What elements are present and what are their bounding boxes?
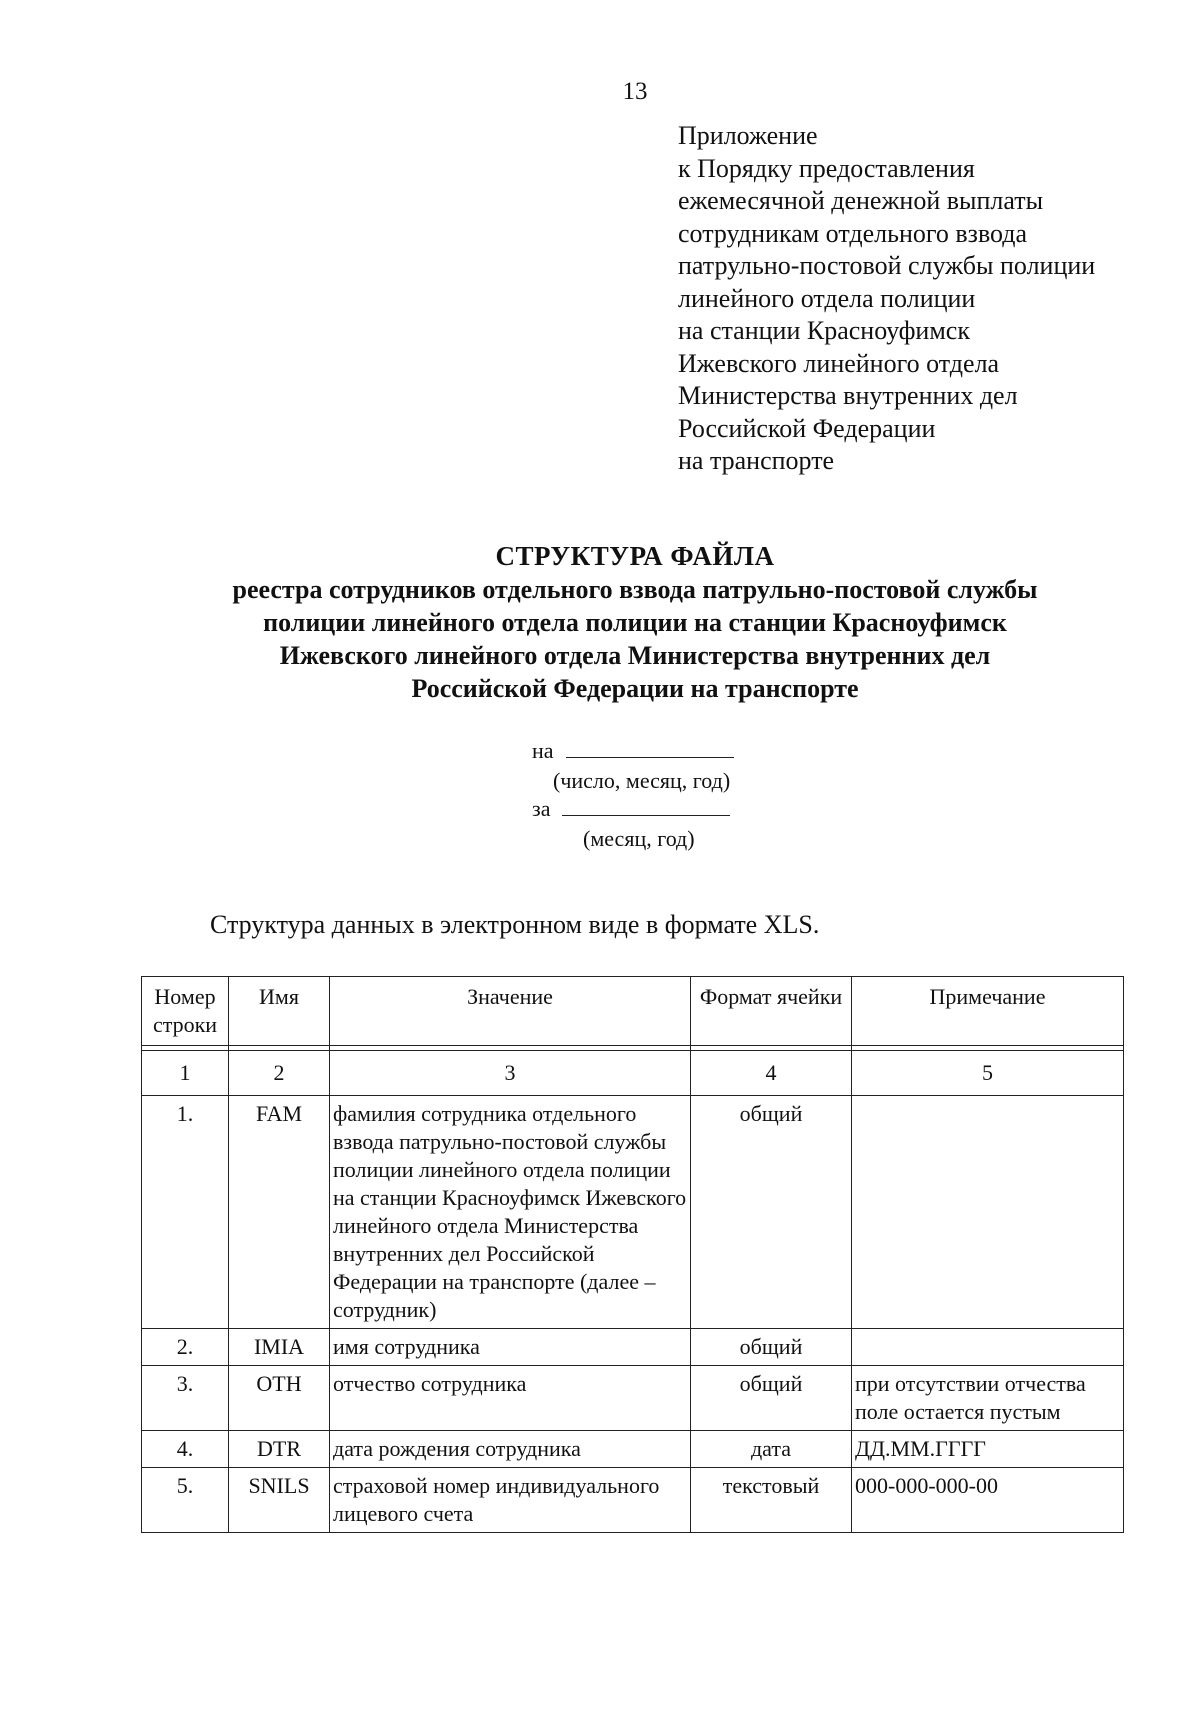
document-title — [150, 540, 1120, 705]
table-row — [142, 1431, 1124, 1468]
period-on-row — [532, 738, 734, 764]
field-name: IMIA — [229, 1329, 330, 1366]
field-name: SNILS — [229, 1468, 330, 1533]
appendix-line: на транспорте — [678, 446, 835, 475]
row-number: 1. — [142, 1096, 229, 1329]
field-value: имя сотрудника — [330, 1329, 691, 1366]
page-number: 13 — [622, 78, 648, 105]
appendix-line: к Порядку предоставления — [678, 153, 975, 183]
title-main: СТРУКТУРА ФАЙЛА — [495, 541, 775, 571]
column-number: 1 — [142, 1051, 229, 1096]
header-note: Примечание — [852, 977, 1124, 1046]
structure-table — [141, 976, 1124, 1533]
table-row — [142, 1096, 1124, 1329]
title-line: Ижевского линейного отдела Министерства внутренних дел — [279, 641, 991, 670]
period-for-hint: (месяц, год) — [583, 826, 695, 851]
appendix-line: патрульно-постовой службы полиции — [678, 251, 1096, 280]
field-name: FAM — [229, 1096, 330, 1329]
period-for-row — [532, 796, 730, 822]
appendix-line: Ижевского линейного отдела — [678, 348, 1000, 378]
title-line: полиции линейного отдела полиции на станции Красноуфимск — [263, 608, 1007, 637]
appendix-line: на станции Красноуфимск — [678, 316, 970, 345]
period-on-label: на — [532, 738, 554, 763]
header-name: Имя — [229, 977, 330, 1046]
column-number: 3 — [330, 1051, 691, 1096]
row-number: 3. — [142, 1366, 229, 1431]
column-number: 4 — [691, 1051, 852, 1096]
appendix-line: Приложение — [678, 121, 818, 150]
intro-text: Структура данных в электронном виде в формате XLS. — [210, 910, 820, 939]
field-note: ДД.ММ.ГГГГ — [852, 1431, 1124, 1468]
field-value: отчество сотрудника — [330, 1366, 691, 1431]
table-row — [142, 1366, 1124, 1431]
field-format: текстовый — [691, 1468, 852, 1533]
row-number: 4. — [142, 1431, 229, 1468]
column-number: 2 — [229, 1051, 330, 1096]
field-format: общий — [691, 1366, 852, 1431]
field-value: фамилия сотрудника отдельного взвода патрульно-постовой службы полиции линейного отдела полиции на станции Красноуфимск Ижевского линейного отдела Министерства внутренних дел Российской Федерации на транспорте (далее – сотрудник) — [330, 1096, 691, 1329]
field-format: дата — [691, 1431, 852, 1468]
header-format: Формат ячейки — [691, 977, 852, 1046]
field-name: DTR — [229, 1431, 330, 1468]
field-note: 000-000-000-00 — [852, 1468, 1124, 1533]
table-row — [142, 1468, 1124, 1533]
field-format: общий — [691, 1329, 852, 1366]
title-line: реестра сотрудников отдельного взвода патрульно-постовой службы — [232, 575, 1038, 604]
field-note — [852, 1096, 1124, 1329]
row-number: 5. — [142, 1468, 229, 1533]
appendix-line: линейного отдела полиции — [678, 283, 976, 313]
field-value: страховой номер индивидуального лицевого счета — [330, 1468, 691, 1533]
appendix-line: Российской Федерации — [678, 413, 936, 443]
period-for-label: за — [532, 796, 551, 821]
period-on-blank — [566, 739, 734, 758]
column-number: 5 — [852, 1051, 1124, 1096]
field-note — [852, 1329, 1124, 1366]
period-on-hint: (число, месяц, год) — [553, 768, 731, 793]
period-for-blank — [562, 797, 730, 816]
field-value: дата рождения сотрудника — [330, 1431, 691, 1468]
table-column-numbers-row — [142, 1051, 1124, 1096]
header-row-number: Номер строки — [142, 977, 229, 1046]
appendix-line: Министерства внутренних дел — [678, 381, 1018, 410]
appendix-line: ежемесячной денежной выплаты — [678, 186, 1044, 215]
table-row — [142, 1329, 1124, 1366]
field-format: общий — [691, 1096, 852, 1329]
field-name: OTH — [229, 1366, 330, 1431]
appendix-line: сотрудникам отдельного взвода — [678, 218, 1028, 248]
table-header-row — [142, 977, 1124, 1046]
appendix-block — [678, 120, 1095, 478]
row-number: 2. — [142, 1329, 229, 1366]
field-note: при отсутствии отчества поле остается пустым — [852, 1366, 1124, 1431]
header-value: Значение — [330, 977, 691, 1046]
title-line: Российской Федерации на транспорте — [411, 674, 859, 703]
